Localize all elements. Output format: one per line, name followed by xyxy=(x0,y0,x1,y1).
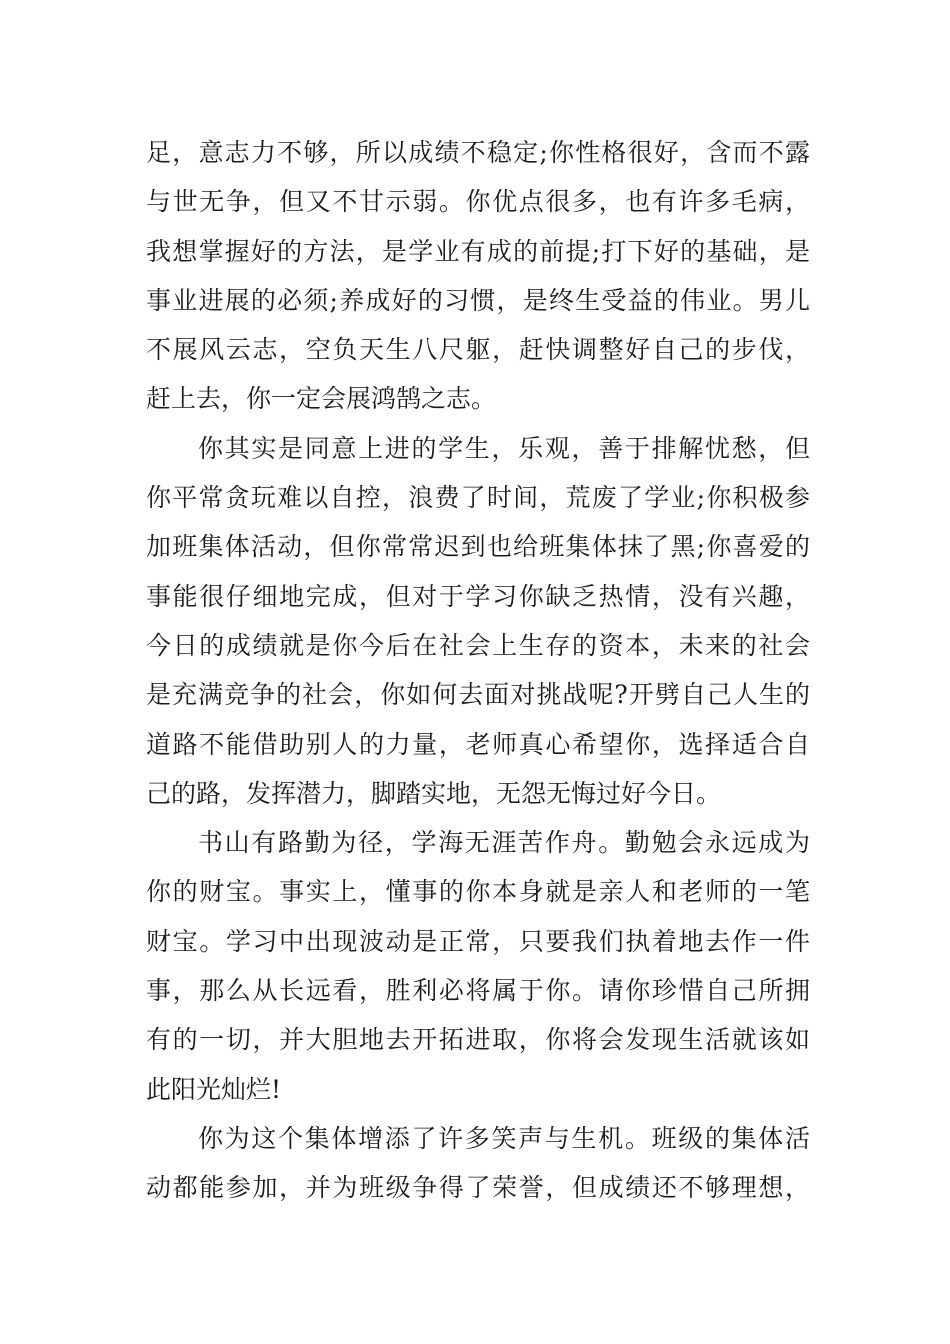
paragraph-4 xyxy=(146,1114,810,1213)
document-body xyxy=(146,128,810,1213)
text-line: 不展风云志，空负天生八尺躯，赶快调整好自己的步伐， xyxy=(146,335,810,365)
text-line: 赶上去，你一定会展鸿鹄之志。 xyxy=(146,384,497,414)
text-line: 你为这个集体增添了许多笑声与生机。班级的集体活 xyxy=(198,1123,810,1153)
paragraph-1 xyxy=(146,128,810,424)
paragraph-3 xyxy=(146,818,810,1114)
text-line: 有的一切，并大胆地去开拓进取，你将会发现生活就该如 xyxy=(146,1025,810,1055)
text-line: 你其实是同意上进的学生，乐观，善于排解忧愁，但 xyxy=(198,433,810,463)
text-line: 你平常贪玩难以自控，浪费了时间，荒废了学业;你积极参 xyxy=(146,483,810,513)
text-line: 道路不能借助别人的力量，老师真心希望你，选择适合自 xyxy=(146,729,810,759)
text-line: 你的财宝。事实上，懂事的你本身就是亲人和老师的一笔 xyxy=(146,877,810,907)
text-line: 事能很仔细地完成，但对于学习你缺乏热情，没有兴趣， xyxy=(146,581,810,611)
text-line: 今日的成绩就是你今后在社会上生存的资本，未来的社会 xyxy=(146,630,810,660)
text-line: 事，那么从长远看，胜利必将属于你。请你珍惜自己所拥 xyxy=(146,976,810,1006)
paragraph-2 xyxy=(146,424,810,818)
text-line: 加班集体活动，但你常常迟到也给班集体抹了黑;你喜爱的 xyxy=(146,532,810,562)
text-line: 是充满竞争的社会，你如何去面对挑战呢?开劈自己人生的 xyxy=(146,680,810,710)
text-line: 财宝。学习中出现波动是正常，只要我们执着地去作一件 xyxy=(146,926,810,956)
text-line: 动都能参加，并为班级争得了荣誉，但成绩还不够理想， xyxy=(146,1173,810,1203)
text-line: 书山有路勤为径，学海无涯苦作舟。勤勉会永远成为 xyxy=(198,828,810,858)
text-line: 与世无争，但又不甘示弱。你优点很多，也有许多毛病， xyxy=(146,187,810,217)
text-line: 我想掌握好的方法，是学业有成的前提;打下好的基础，是 xyxy=(146,236,810,266)
text-line: 己的路，发挥潜力，脚踏实地，无怨无悔过好今日。 xyxy=(146,778,722,808)
text-line: 事业进展的必须;养成好的习惯，是终生受益的伟业。男儿 xyxy=(146,285,810,315)
text-line: 足，意志力不够，所以成绩不稳定;你性格很好，含而不露 xyxy=(146,138,810,167)
text-line: 此阳光灿烂! xyxy=(146,1074,282,1104)
